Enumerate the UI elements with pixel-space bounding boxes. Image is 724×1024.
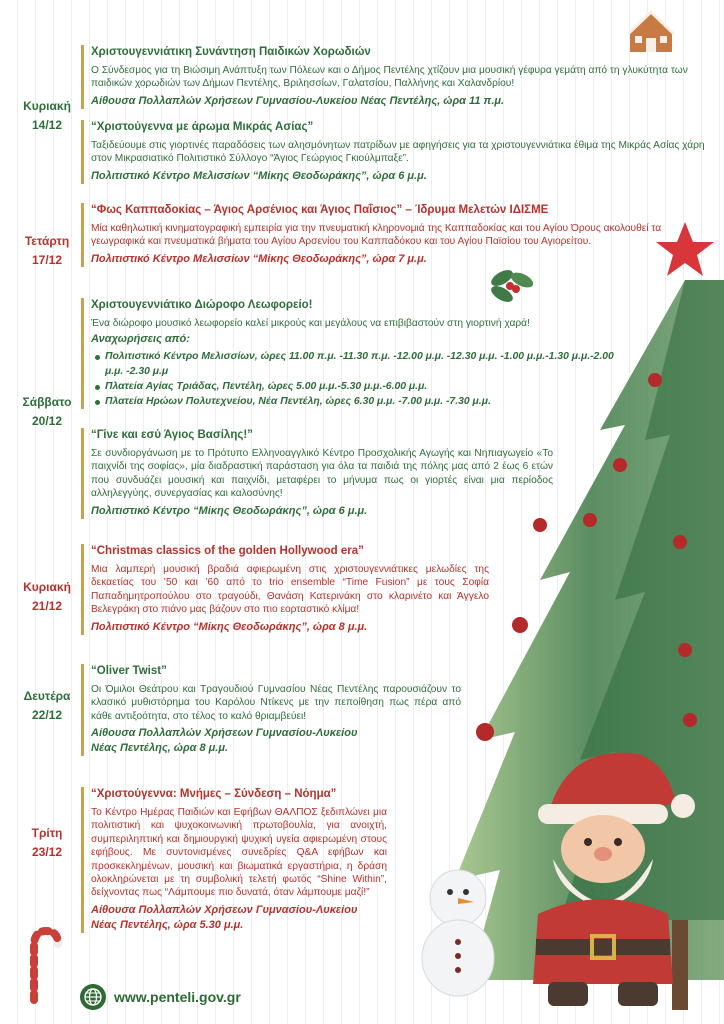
event-description: Μια λαμπερή μουσική βραδιά αφιερωμένη στις χριστουγεννιάτικες μελωδίες της δεκαετίας του ’50 και ’60 από το trio ensemble “Time Fusion” με τους Σοφία Παπαδημητροπούλου στο τραγούδι, Θανάση Κατερινάκη στο κλαρινέτο και Άγγελο Βελεγράκη στο πιάνο μας βάζουν στο πιο εορταστικό κλίμα! (91, 564, 489, 616)
event-title: “Χριστούγεννα με άρωμα Μικράς Ασίας” (91, 121, 314, 133)
event-venue: Αίθουσα Πολλαπλών Χρήσεων Γυμνασίου-Λυκείου Νέας Πεντέλης, ώρα 11 π.μ. (91, 94, 505, 107)
departure-stop: Πολιτιστικό Κέντρο Μελισσίων, ώρες 11.00 π.μ. -11.30 π.μ. -12.00 μ.μ. -12.30 μ.μ. -1.00 μ.μ.-1.30 μ.μ.-2.00 μ.μ. -2.30 μ.μ (105, 349, 631, 379)
event-title: “Oliver Twist” (91, 665, 167, 677)
event-8 (81, 787, 387, 933)
event-venue: Πολιτιστικό Κέντρο Μελισσίων “Μίκης Θεοδωράκης”, ώρα 7 μ.μ. (91, 252, 427, 265)
event-description: Ένα διώροφο μουσικό λεωφορείο καλεί μικρούς και μεγάλους να επιβιβαστούν στη γιορτινή χαρά! (91, 318, 530, 329)
event-description: Ο Σύνδεσμος για τη Βιώσιμη Ανάπτυξη των Πόλεων και ο Δήμος Πεντέλης χτίζουν μια μουσική γέφυρα γεμάτη από τη γλυκύτητα των παιδικών χορωδιών των Δήμων Πεντέλης, Βριλησσίων, Γαλατσίου, Παλλήνης και Χαλανδρίου! (91, 65, 688, 90)
departure-stops-list (91, 349, 631, 409)
event-title: “Christmas classics of the golden Hollywood era” (91, 545, 364, 557)
event-title: “Φως Καππαδοκίας – Άγιος Αρσένιος και Άγιος Παΐσιος” – Ίδρυμα Μελετών ΙΔΙΣΜΕ (91, 204, 549, 216)
website-link[interactable]: www.penteli.gov.gr (114, 989, 241, 1005)
event-description: Ταξιδεύουμε στις γιορτινές παραδόσεις των αλησμόνητων πατρίδων με αφηγήσεις για τα χριστουγεννιάτικα έθιμα της Μικράς Ασίας χάρη στον Μικρασιατικό Πολιτιστικό Σύλλογο “Άγιος Γεώργιος Γκιούλμπαξε”. (91, 140, 705, 165)
event-3 (81, 203, 691, 267)
event-description: Μία καθηλωτική κινηματογραφική εμπειρία για την πνευματική κληρονομιά της Καππαδοκίας και του Αγίου Όρους ακολουθεί τα γεωγραφικά και πνευματικά βήματα του Αγίου Αρσενίου του Καππαδόκου και του Αγίου Παϊσίου του Αγιορείτου. (91, 223, 662, 248)
day-label-3: Σάββατο 20/12 (22, 395, 72, 428)
event-venue: Πολιτιστικό Κέντρο Μελισσίων “Μίκης Θεοδωράκης”, ώρα 6 μ.μ. (91, 169, 427, 182)
day-label-2: Τετάρτη 17/12 (24, 234, 70, 267)
event-title: “Γίνε και εσύ Άγιος Βασίλης!” (91, 429, 253, 441)
event-6 (81, 544, 489, 635)
event-description: Το Κέντρο Ημέρας Παιδιών και Εφήβων ΘΑΛΠΟΣ ξεδιπλώνει μια πολιτιστική και ψυχοκοινωνική πρωτοβουλία, για ανοιχτή, συμπεριληπτική και δημιουργική ψυχική υγεία αφιερωμένη στους εφήβους. Με συντονισμένες συνεδρίες Q&A εφήβων και προσκεκλημένων, μουσική και βιωματικά εργαστήρια, η δράση ολοκληρώνεται με τη συμβολική τελετή φωτός “Shine Within”, δείχνοντας πως “Λάμπουμε πιο δυνατά, όταν λάμπουμε μαζί!” (91, 807, 387, 899)
departure-stop: Πλατεία Ηρώων Πολυτεχνείου, Νέα Πεντέλη, ώρες 6.30 μ.μ. -7.00 μ.μ. -7.30 μ.μ. (105, 394, 631, 409)
day-label-1: Κυριακή 14/12 (23, 99, 71, 132)
day-label-5: Δευτέρα 22/12 (23, 689, 71, 722)
event-5 (81, 428, 553, 519)
santa-claus-illustration (498, 744, 704, 1014)
event-title: “Χριστούγεννα: Μνήμες – Σύνδεση – Νόημα” (91, 788, 337, 800)
event-4 (81, 298, 631, 409)
event-venue-line: Αίθουσα Πολλαπλών Χρήσεων Γυμνασίου-Λυκείου (91, 727, 358, 740)
event-2 (81, 120, 706, 184)
globe-icon (80, 984, 106, 1010)
event-venue-line: Νέας Πεντέλης, ώρα 5.30 μ.μ. (91, 918, 244, 931)
event-7 (81, 664, 461, 756)
day-label-6: Τρίτη 23/12 (31, 826, 63, 859)
event-title: Χριστουγεννιάτικη Συνάντηση Παιδικών Χορωδιών (91, 46, 371, 58)
candy-cane-icon (24, 926, 64, 1004)
snowman-illustration (418, 858, 498, 998)
departures-label: Αναχωρήσεις από: (91, 333, 190, 346)
event-title: Χριστουγεννιάτικο Διώροφο Λεωφορείο! (91, 299, 313, 311)
event-description: Σε συνδιοργάνωση με το Πρότυπο Ελληνοαγγλικό Κέντρο Προσχολικής Αγωγής και Νηπιαγωγείο «Το παιχνίδι της σοφίας», μία διαδραστική παράσταση για όλα τα παιδιά της πόλης μας από 2 έως 6 ετών που συνδυάζει μουσική και παιχνίδι, μεταφέρει το μήνυμα πως οι γιορτές είναι μια περίοδος αλληλεγγύης, συνεργασίας και καλοσύνης! (91, 448, 553, 500)
footer (80, 984, 241, 1010)
event-venue: Πολιτιστικό Κέντρο “Μίκης Θεοδωράκης”, ώρα 6 μ.μ. (91, 504, 368, 517)
event-venue-line: Αίθουσα Πολλαπλών Χρήσεων Γυμνασίου-Λυκείου (91, 903, 358, 916)
departure-stop: Πλατεία Αγίας Τριάδας, Πεντέλη, ώρες 5.00 μ.μ.-5.30 μ.μ.-6.00 μ.μ. (105, 379, 631, 394)
event-1 (81, 45, 706, 109)
day-label-4: Κυριακή 21/12 (23, 580, 71, 613)
event-venue-line: Νέας Πεντέλης, ώρα 8 μ.μ. (91, 742, 229, 755)
event-description: Οι Όμιλοι Θεάτρου και Τραγουδιού Γυμνασίου Νέας Πεντέλης παρουσιάζουν το κλασικό μυθιστόρημα του Καρόλου Ντίκενς με την πεποίθηση πως πέρα από κάθε αντιξοότητα, στο τέλος το καλό θριαμβεύει! (91, 684, 461, 722)
event-venue: Πολιτιστικό Κέντρο “Μίκης Θεοδωράκης”, ώρα 8 μ.μ. (91, 620, 368, 633)
